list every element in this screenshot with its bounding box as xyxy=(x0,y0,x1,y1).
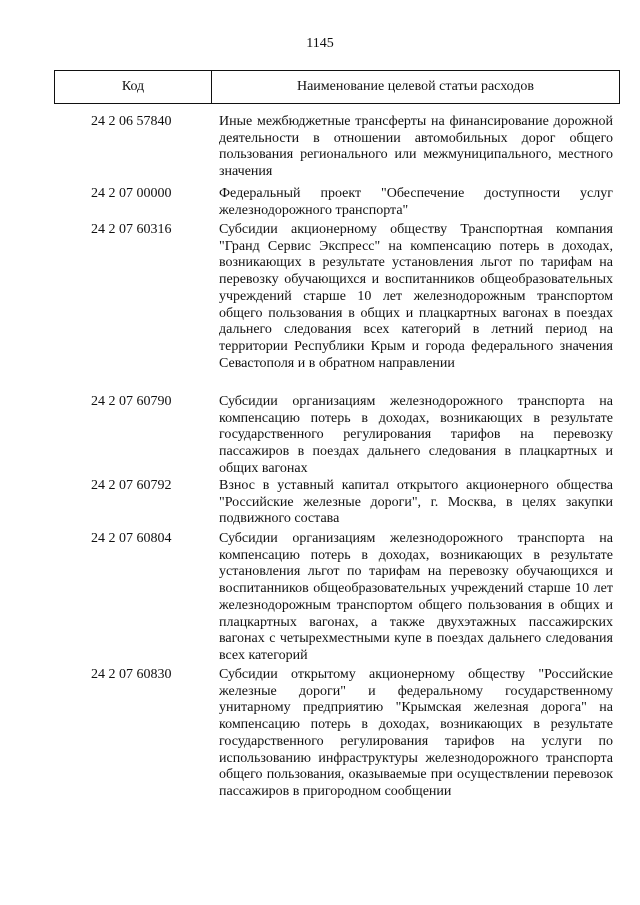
row-name: Субсидии организациям железнодорожного транспорта на компенсацию потерь в доходах, возникающих в результате государственного регулирования тарифов на перевозку пассажиров в поездах дальнего следования в плацкартных и общих вагонах xyxy=(219,394,613,476)
row-code: 24 2 07 60792 xyxy=(91,478,172,493)
table-row xyxy=(54,667,620,801)
row-code: 24 2 07 60804 xyxy=(91,531,172,546)
row-name: Субсидии открытому акционерному обществу "Российские железные дороги" и федеральному государственному унитарному предприятию "Крымская железная дорога" на компенсацию потерь в доходах, возникающих в результате государственного регулирования тарифов на услуги по использованию инфраструктуры железнодорожного транспорта общего пользования, оказываемые при осуществлении перевозок пассажиров в пригородном сообщении xyxy=(219,667,613,799)
table-body xyxy=(54,114,620,801)
table-row xyxy=(54,531,620,667)
row-name: Взнос в уставный капитал открытого акционерного общества "Российские железные дороги", г. Москва, в целях закупки подвижного состава xyxy=(219,478,613,527)
row-name: Федеральный проект "Обеспечение доступности услуг железнодорожного транспорта" xyxy=(219,186,613,218)
header-code: Код xyxy=(55,71,212,103)
row-name: Субсидии акционерному обществу Транспортная компания "Гранд Сервис Экспресс" на компенсацию потерь в доходах, возникающих в результате установления льгот по тарифам на перевозку обучающихся и воспитанников общеобразовательных учреждений старше 10 лет железнодорожным транспортом общего пользования в общих и плацкартных вагонах в поездах дальнего следования всех категорий в летний период на территории Республики Крым и города федерального значения Севастополя и в обратном направлении xyxy=(219,222,613,371)
row-name: Субсидии организациям железнодорожного транспорта на компенсацию потерь в доходах, возникающих в результате установления льгот по тарифам на перевозку обучающихся и воспитанников общеобразовательных учреждений старше 10 лет железнодорожным транспортом общего пользования в общих и плацкартных вагонах, а также двухэтажных пассажирских вагонах с четырехместными купе в поездах дальнего следования всех категорий xyxy=(219,531,613,663)
table-row xyxy=(54,222,620,394)
table-row xyxy=(54,394,620,478)
page-number: 1145 xyxy=(306,36,334,51)
row-name: Иные межбюджетные трансферты на финансирование дорожной деятельности в отношении автомобильных дорог общего пользования регионального или межмуниципального, местного значения xyxy=(219,114,613,180)
row-code: 24 2 07 00000 xyxy=(91,186,172,201)
table-header xyxy=(54,70,620,104)
header-name: Наименование целевой статьи расходов xyxy=(296,79,535,94)
row-code: 24 2 07 60830 xyxy=(91,667,172,682)
table-row xyxy=(54,114,620,186)
table-row xyxy=(54,186,620,222)
row-code: 24 2 07 60790 xyxy=(91,394,172,409)
row-code: 24 2 06 57840 xyxy=(91,114,172,129)
row-code: 24 2 07 60316 xyxy=(91,222,172,237)
table-row xyxy=(54,478,620,531)
